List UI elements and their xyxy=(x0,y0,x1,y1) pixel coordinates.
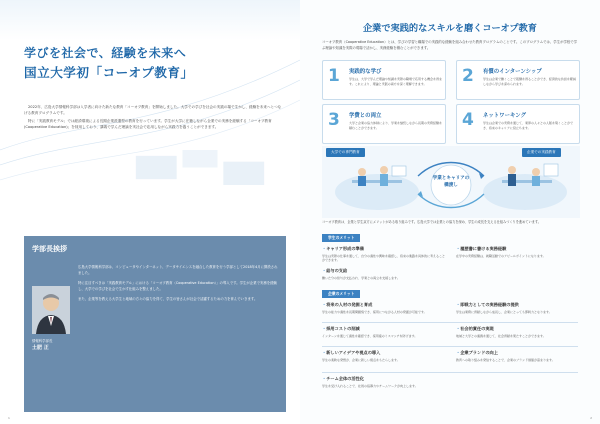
benefit-desc: 教育への取り組みを発信することで、企業のブランド価値が高まります。 xyxy=(456,357,555,362)
student-benefit-item xyxy=(322,268,446,280)
dean-message-box xyxy=(24,236,286,412)
feature-card-3 xyxy=(322,104,446,144)
decorative-photo-collage xyxy=(70,150,300,220)
dean-message-paragraph: また、企業等を教える大学生と地域の方々の協力を得て、学生の皆さんが社会で活躍するための力を育んでいきます。 xyxy=(78,296,258,301)
dean-portrait xyxy=(32,286,70,334)
benefit-title: ・ 採用コストの削減 xyxy=(322,326,446,332)
company-benefit-item xyxy=(322,302,446,314)
right-intro-text: コーオプ教育（Cooperative Education）とは、学びの学習と職場での実践的な経験を組み合わせた教育プログラムのことです。このプログラムでは、学生が学校で学ぶ理論や知識を実際の現場で活かし、実務経験を積むことができます。 xyxy=(322,40,578,50)
company-benefit-item xyxy=(456,326,580,338)
benefit-desc: 学生の柔軟な発想が、企業に新しい視点をもたらします。 xyxy=(322,357,400,362)
benefit-title: ・ 即戦力としての実務経験の提供 xyxy=(456,302,580,308)
coop-note: コーオプ教育は、企業と学生双方にメリットがある取り組みです。広島大学では企業との協力を深め、学生の成長を支える仕組みづくりを進めています。 xyxy=(322,220,541,224)
feature-title: ネットワーキング xyxy=(483,113,526,119)
benefit-title: ・ 企業ブランドの向上 xyxy=(456,350,580,356)
divider xyxy=(322,346,578,347)
company-benefit-item xyxy=(456,350,580,362)
benefit-desc: 学生を受け入れることで、社員の指導力やチームワークが向上します。 xyxy=(322,383,418,388)
benefit-title: ・ キャリア形成の準備 xyxy=(322,246,446,252)
company-benefits-header: 企業のメリット xyxy=(322,290,360,298)
dean-role: 情報科学部長 xyxy=(32,339,53,343)
benefit-desc: 学生の能力や適性を長期間観察でき、採用につながる人材の発掘が可能です。 xyxy=(322,309,427,314)
feature-desc: 大学と企業の協力体制により、学業を継続しながら長期の実務経験を積むことができます。 xyxy=(349,121,443,130)
university-education-tag: 大学での専門教育 xyxy=(326,148,365,157)
company-practice-tag: 企業での実践教育 xyxy=(522,148,561,157)
person-icon xyxy=(32,286,70,334)
bridge-label-line-2: 橋渡し xyxy=(444,183,458,188)
dean-message-paragraph: 特に注目すべきは「実践教育モデル」における「コーオプ教育（Cooperative Education）」の導入です。学生が企業で実務を経験し、大学での学びを社会で生かす仕組みを整えました。 xyxy=(78,280,277,292)
benefit-desc: 学生は実際の仕事を通して、自分の適性や興味を確認し、将来の進路を具体的に考えることができます。 xyxy=(322,253,445,263)
bridge-label-line-1: 学業とキャリアの xyxy=(432,176,470,181)
feature-title: 有償のインターンシップ xyxy=(483,69,542,75)
page-number-right: 2 xyxy=(590,416,592,420)
benefit-title: ・ 社会的責任の実現 xyxy=(456,326,580,332)
bridge-label xyxy=(419,175,483,189)
feature-title: 実践的な学び xyxy=(349,69,382,75)
feature-number: 1 xyxy=(328,66,340,86)
intro-paragraph-2: 特に「実践教育モデル」では経済環境による長期企業派遣型の教育を行っています。学生が大学に在籍しながら企業での実務を経験する「コーオプ教育(Cooperative Education)」を採用しており、講義で学んだ理論を実社会で応用しながら実践力を養うことができます。 xyxy=(24,119,272,129)
benefit-desc: 働いた分の給与が支払われ、学業との両立を支援します。 xyxy=(322,275,400,280)
benefit-title: ・ 給与の支給 xyxy=(322,268,446,274)
feature-desc: 学生は企業での実務を通じて、業界の人々との人脈を築くことができ、将来のキャリアに役立ちます。 xyxy=(483,121,573,130)
student-benefit-item xyxy=(456,246,580,258)
benefit-title: ・ 新しいアイデアや視点の導入 xyxy=(322,350,446,356)
dean-name: 土肥 正 xyxy=(32,345,49,351)
intro-text xyxy=(24,104,282,132)
student-benefits-header: 学生のメリット xyxy=(322,234,360,242)
feature-number: 2 xyxy=(462,66,474,86)
student-benefit-item xyxy=(322,246,446,263)
page-number-left: 1 xyxy=(8,416,10,420)
feature-card-2 xyxy=(456,60,580,100)
feature-number: 4 xyxy=(462,110,474,130)
page-headline xyxy=(24,44,194,82)
headline-line-2: 国立大学初「コーオプ教育」 xyxy=(24,65,194,80)
intro-paragraph-1: 2022年、広島大学情報科学部は入学者に向けた新たな教育「コーオプ教育」を開始しました。大学での学びを社会の実践の場で生かし、経験を未来へとつなげる教育プログラムです。 xyxy=(24,105,282,115)
feature-title: 学費との両立 xyxy=(349,113,382,119)
benefit-title: ・ チーム全体の活性化 xyxy=(322,376,446,382)
benefit-desc: 在学中の実務経験は、就職活動でのアピールポイントになります。 xyxy=(456,253,546,258)
right-page-title: 企業で実践的なスキルを磨くコーオプ教育 xyxy=(362,23,537,34)
benefit-title: ・ 履歴書に書ける実務経験 xyxy=(456,246,580,252)
headline-line-1: 学びを社会で、経験を未来へ xyxy=(24,46,187,60)
dean-section-title: 学部長挨拶 xyxy=(32,245,67,253)
feature-card-4 xyxy=(456,104,580,144)
benefit-desc: 学生は業務に貢献しながら成長し、企業にとっても即戦力となります。 xyxy=(456,309,552,314)
divider xyxy=(322,322,578,323)
dean-message-paragraph: 広島大学情報科学部は、コンピュータやインターネット、データサイエンスを融合した教育を行う学部として2018年4月に開設されました。 xyxy=(78,265,278,276)
divider xyxy=(322,372,578,373)
benefit-title: ・ 将来の人材の発掘と育成 xyxy=(322,302,446,308)
company-benefit-item xyxy=(322,326,446,338)
company-benefit-item xyxy=(322,376,446,388)
benefit-desc: 地域と大学との連携を通じて、社会貢献を果たすことができます。 xyxy=(456,333,546,338)
dean-message xyxy=(78,264,280,302)
feature-desc: 学生は、大学で学んだ理論や知識を実際の職場で応用する機会を得ます。これにより、理論と実践の両方を深く理解できます。 xyxy=(349,77,443,86)
feature-number: 3 xyxy=(328,110,340,130)
company-benefit-item xyxy=(456,302,580,314)
right-page xyxy=(300,0,600,424)
benefit-desc: インターンを通じて適性を確認でき、採用後のミスマッチを防げます。 xyxy=(322,333,418,338)
company-benefit-item xyxy=(322,350,446,362)
feature-card-1 xyxy=(322,60,446,100)
feature-desc: 学生は企業で働くことで報酬を得ることができ、経済的な負担を軽減しながら学びを深められます。 xyxy=(483,77,576,86)
